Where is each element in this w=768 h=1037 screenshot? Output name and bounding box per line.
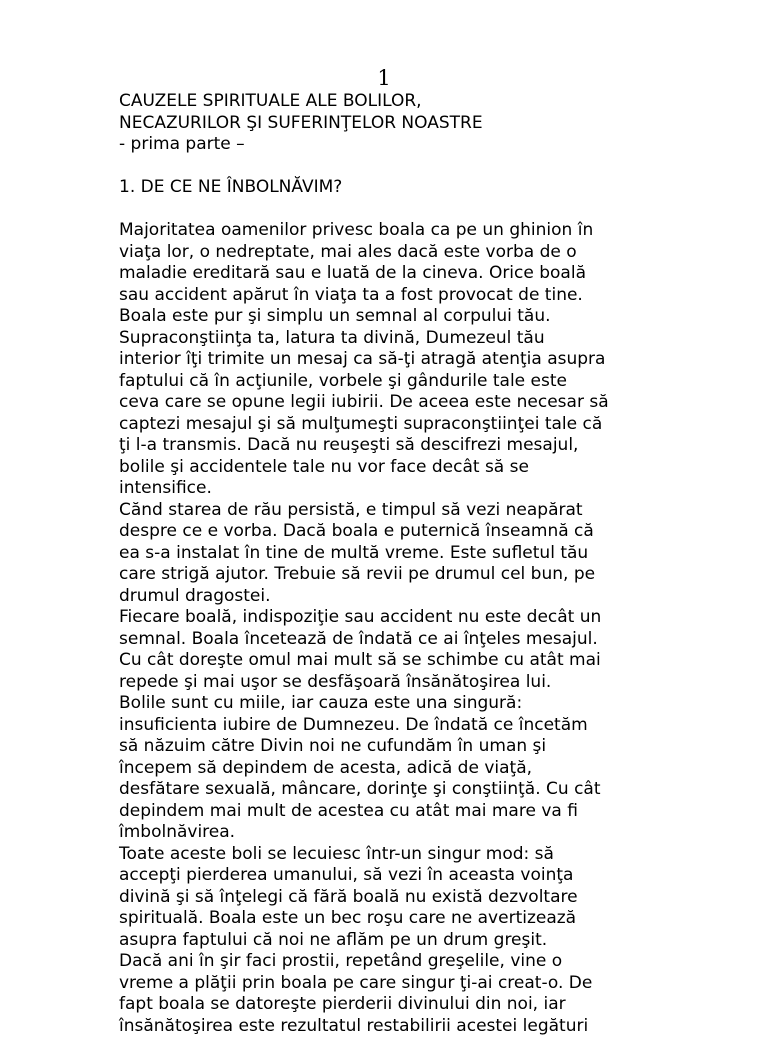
body-line: fapt boala se datoreşte pierderii divinului din noi, iar [119, 994, 759, 1016]
body-line: maladie ereditară sau e luată de la cineva. Orice boală [119, 263, 759, 285]
title-line: NECAZURILOR ŞI SUFERINŢELOR NOASTRE [119, 113, 759, 135]
body-line: divină şi să înţelegi că fără boală nu există dezvoltare [119, 887, 759, 909]
body-line: depindem mai mult de acestea cu atât mai mare va fi [119, 801, 759, 823]
body-line: ea s-a instalat în tine de multă vreme. Este sufletul tău [119, 543, 759, 565]
body-line: sau accident apărut în viaţa ta a fost provocat de tine. [119, 285, 759, 307]
body-line: să năzuim către Divin noi ne cufundăm în uman şi [119, 736, 759, 758]
body-line: semnal. Boala încetează de îndată ce ai înţeles mesajul. [119, 629, 759, 651]
body-line: drumul dragostei. [119, 586, 759, 608]
body-line: faptului că în acţiunile, vorbele şi gândurile tale este [119, 371, 759, 393]
body-line: Boala este pur şi simplu un semnal al corpului tău. [119, 306, 759, 328]
body-line: însănătoşirea este rezultatul restabilirii acestei legături [119, 1016, 759, 1037]
body-line: Fiecare boală, indispoziţie sau accident nu este decât un [119, 607, 759, 629]
body-line: care strigă ajutor. Trebuie să revii pe drumul cel bun, pe [119, 564, 759, 586]
subtitle-line: - prima parte – [119, 134, 759, 156]
body-line: Supraconştiinţa ta, latura ta divină, Dumezeul tău [119, 328, 759, 350]
body-line: asupra faptului că noi ne aflăm pe un drum greşit. [119, 930, 759, 952]
body-line: accepţi pierderea umanului, să vezi în aceasta voinţa [119, 865, 759, 887]
body-line: spirituală. Boala este un bec roşu care ne avertizează [119, 908, 759, 930]
title-line: CAUZELE SPIRITUALE ALE BOLILOR, [119, 91, 759, 113]
body-line: bolile şi accidentele tale nu vor face decât să se [119, 457, 759, 479]
body-line: desfătare sexuală, mâncare, dorinţe şi conştiinţă. Cu cât [119, 779, 759, 801]
body-line: Majoritatea oamenilor privesc boala ca pe un ghinion în [119, 220, 759, 242]
section-heading: 1. DE CE NE ÎNBOLNĂVIM? [119, 177, 759, 199]
document-body [119, 91, 759, 1037]
body-line: Cu cât doreşte omul mai mult să se schimbe cu atât mai [119, 650, 759, 672]
body-line: viaţa lor, o nedreptate, mai ales dacă este vorba de o [119, 242, 759, 264]
body-line: îmbolnăvirea. [119, 822, 759, 844]
body-line: vreme a plăţii prin boala pe care singur ţi-ai creat-o. De [119, 973, 759, 995]
body-line: ceva care se opune legii iubirii. De aceea este necesar să [119, 392, 759, 414]
body-line: despre ce e vorba. Dacă boala e puternică înseamnă că [119, 521, 759, 543]
body-line: captezi mesajul şi să mulţumeşti supraconştiinţei tale că [119, 414, 759, 436]
spacer [119, 156, 759, 178]
body-line: Cănd starea de rău persistă, e timpul să vezi neapărat [119, 500, 759, 522]
body-line: repede şi mai uşor se desfăşoară însănătoşirea lui. [119, 672, 759, 694]
body-line: insuficienta iubire de Dumnezeu. De îndată ce încetăm [119, 715, 759, 737]
document-title [119, 91, 759, 156]
body-line: Toate aceste boli se lecuiesc într-un singur mod: să [119, 844, 759, 866]
body-text [119, 220, 759, 1037]
page-number: 1 [0, 64, 768, 92]
body-line: interior îţi trimite un mesaj ca să-ţi atragă atenţia asupra [119, 349, 759, 371]
body-line: Dacă ani în şir faci prostii, repetând greşelile, vine o [119, 951, 759, 973]
body-line: Bolile sunt cu miile, iar cauza este una singură: [119, 693, 759, 715]
body-line: intensifice. [119, 478, 759, 500]
spacer [119, 199, 759, 221]
body-line: începem să depindem de acesta, adică de viaţă, [119, 758, 759, 780]
body-line: ţi l-a transmis. Dacă nu reuşeşti să descifrezi mesajul, [119, 435, 759, 457]
